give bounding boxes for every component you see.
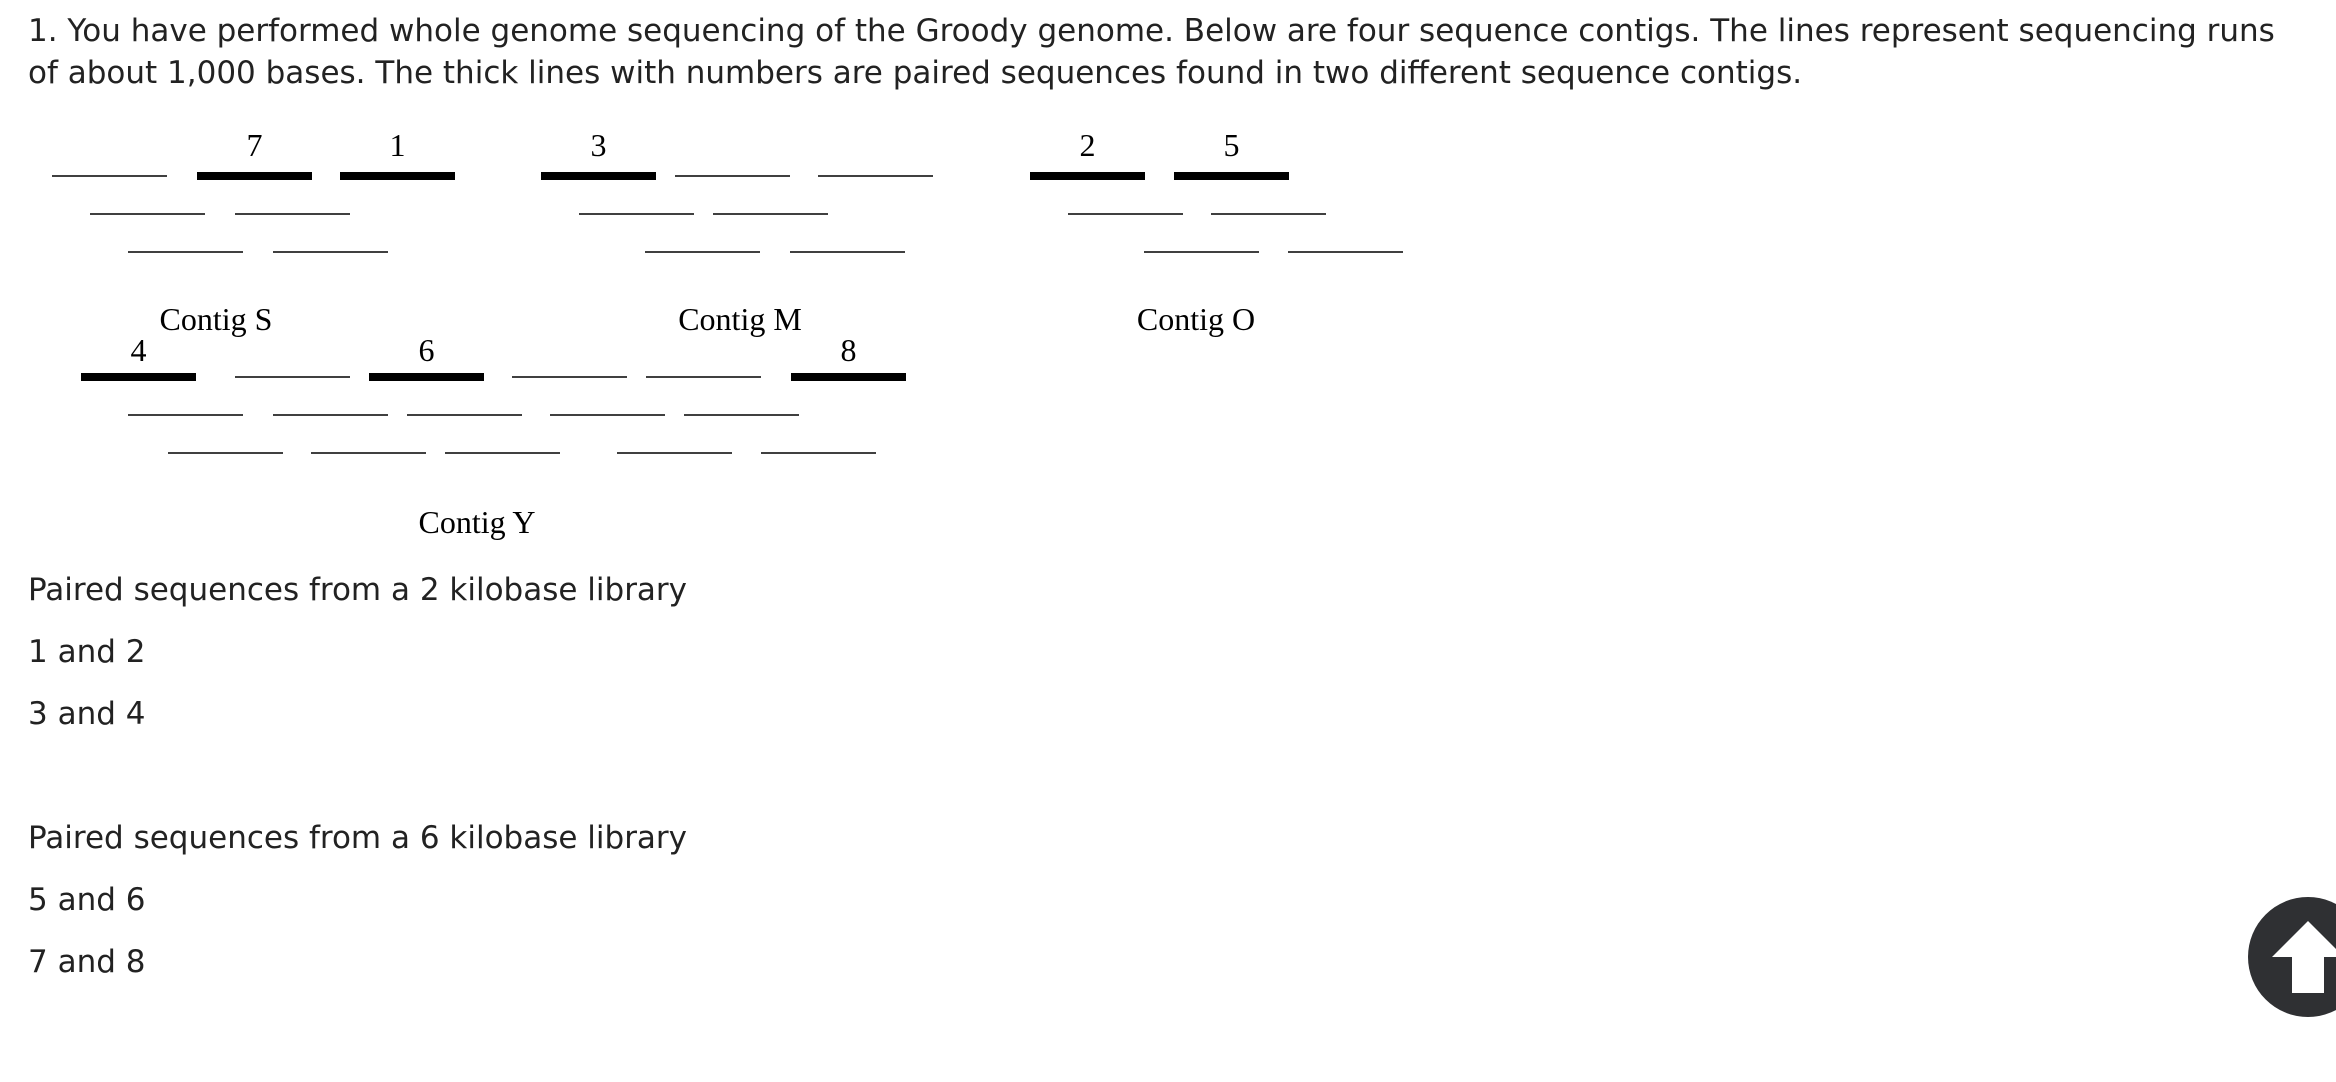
library-6kb-pair-1: 5 and 6 [28, 882, 146, 918]
read-label-2: 2 [1079, 127, 1096, 163]
read-label-3: 3 [590, 127, 607, 163]
library-2kb-pair-1: 1 and 2 [28, 634, 146, 670]
library-6kb-title: Paired sequences from a 6 kilobase library [28, 820, 688, 856]
library-2kb-title: Paired sequences from a 2 kilobase library [28, 572, 688, 608]
library-6kb-pair-2: 7 and 8 [28, 944, 146, 980]
read-label-7: 7 [246, 127, 263, 163]
library-2kb-pair-2: 3 and 4 [28, 696, 146, 732]
contig-diagram [0, 0, 1450, 560]
contig-s-label: Contig S [159, 301, 273, 337]
read-label-5: 5 [1223, 127, 1240, 163]
read-label-6: 6 [418, 332, 435, 368]
read-label-4: 4 [130, 332, 147, 368]
contig-m-label: Contig M [678, 301, 802, 337]
read-label-1: 1 [389, 127, 406, 163]
question-text: 1. You have performed whole genome sequencing of the Groody genome. Below are four sequence contigs. The lines represent sequencing runs of about 1,000 bases. The thick lines with numbers are paired sequences found in two different sequence contigs. [28, 13, 2275, 91]
arrow-up-icon [2266, 915, 2336, 999]
contig-o-label: Contig O [1136, 301, 1256, 337]
read-label-8: 8 [840, 332, 857, 368]
scroll-to-top-button[interactable] [2248, 897, 2336, 1017]
contig-y-label: Contig Y [418, 504, 536, 540]
